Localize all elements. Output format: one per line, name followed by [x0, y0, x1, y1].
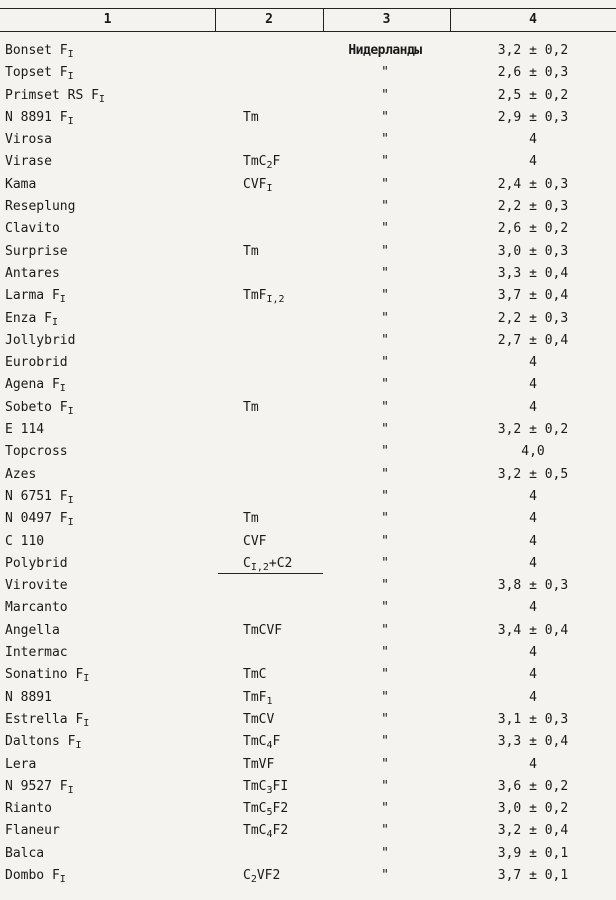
table-row	[0, 843, 616, 865]
cultivar-cell	[5, 553, 68, 575]
table-row	[0, 709, 616, 731]
table-row	[0, 263, 616, 285]
cultivar-name: N 8891	[5, 689, 52, 705]
table-row	[0, 464, 616, 486]
cultivar-name-subscript: I	[59, 383, 66, 395]
cultivar-name: Sobeto F	[5, 399, 68, 415]
cultivar-name: Agena F	[5, 377, 60, 393]
table-row	[0, 241, 616, 263]
cultivar-cell	[5, 174, 36, 196]
resistance-code: TmCVF	[243, 622, 283, 638]
cultivar-cell	[5, 129, 52, 151]
score-cell: 3,0 ± 0,3	[497, 243, 569, 259]
resistance-code: C	[243, 555, 251, 571]
resistance-code-subscript: 5	[266, 807, 273, 819]
table-row	[0, 642, 616, 664]
cultivar-name: N 9527 F	[5, 778, 68, 794]
resistance-cell	[243, 687, 273, 709]
cultivar-name-subscript: I	[67, 494, 74, 506]
table-row	[0, 820, 616, 842]
cultivar-name-subscript: I	[67, 517, 74, 529]
table-row	[0, 620, 616, 642]
cultivar-cell	[5, 664, 89, 686]
cultivar-cell	[5, 531, 44, 553]
cultivar-name: Enza F	[5, 310, 52, 326]
score-cell: 4	[529, 600, 537, 616]
score-cell: 4	[529, 399, 537, 415]
score-cell: 3,0 ± 0,2	[497, 801, 569, 817]
table-row	[0, 553, 616, 575]
resistance-code: Tm	[243, 243, 259, 259]
resistance-code-subscript: 2	[266, 160, 273, 172]
table-row	[0, 196, 616, 218]
cultivar-cell	[5, 575, 68, 597]
country-cell: "	[381, 801, 389, 817]
cultivar-name: N 0497 F	[5, 511, 68, 527]
table-row	[0, 419, 616, 441]
table-row	[0, 129, 616, 151]
score-cell: 4	[529, 533, 537, 549]
cultivar-name-subscript: I	[51, 316, 58, 328]
score-cell: 4	[529, 667, 537, 683]
score-cell: 3,1 ± 0,3	[497, 711, 569, 727]
cultivar-cell	[5, 776, 74, 798]
country-cell: "	[381, 533, 389, 549]
table-row	[0, 374, 616, 396]
cultivar-cell	[5, 263, 60, 285]
resistance-cell	[243, 620, 282, 642]
resistance-code-tail: +C2	[268, 555, 293, 571]
cultivar-name: Flaneur	[5, 823, 60, 839]
table-row	[0, 731, 616, 753]
cultivar-name: N 6751 F	[5, 488, 68, 504]
cultivar-cell	[5, 642, 68, 664]
score-cell: 4	[529, 645, 537, 661]
cultivar-name: N 8891 F	[5, 109, 68, 125]
cultivar-name: Jollybrid	[5, 332, 76, 348]
table-header	[0, 8, 616, 32]
country-cell: "	[381, 132, 389, 148]
cultivar-name: Polybrid	[5, 555, 68, 571]
resistance-code-subscript: 4	[266, 829, 273, 841]
table-row	[0, 285, 616, 307]
cultivar-name: Primset RS F	[5, 87, 99, 103]
country-cell: "	[381, 689, 389, 705]
cultivar-cell	[5, 62, 74, 84]
table-row	[0, 107, 616, 129]
resistance-cell	[243, 397, 259, 419]
country-cell: "	[381, 288, 389, 304]
resistance-code-subscript: 4	[266, 740, 273, 752]
country-cell: "	[381, 243, 389, 259]
resistance-cell	[243, 776, 288, 798]
country-cell: Нидерланды	[348, 43, 422, 58]
country-cell: "	[381, 823, 389, 839]
resistance-code: CVF	[243, 533, 267, 549]
country-cell: "	[381, 65, 389, 81]
resistance-cell	[243, 553, 292, 575]
cultivar-name: Surprise	[5, 243, 68, 259]
table-row	[0, 308, 616, 330]
cultivar-cell	[5, 218, 60, 240]
resistance-cell	[243, 174, 273, 196]
cultivar-cell	[5, 151, 52, 173]
country-cell: "	[381, 578, 389, 594]
resistance-cell	[243, 107, 259, 129]
country-cell: "	[381, 199, 389, 215]
country-cell: "	[381, 622, 389, 638]
score-cell: 4	[529, 756, 537, 772]
cultivar-cell	[5, 687, 52, 709]
country-cell: "	[381, 488, 389, 504]
score-cell: 3,2 ± 0,2	[497, 422, 569, 438]
score-cell: 4	[529, 154, 537, 170]
table-body	[0, 40, 616, 887]
cultivar-name: Eurobrid	[5, 355, 68, 371]
score-cell: 3,2 ± 0,5	[497, 466, 569, 482]
table-row	[0, 330, 616, 352]
score-cell: 3,2 ± 0,4	[497, 823, 569, 839]
cultivar-name: Bonset F	[5, 43, 68, 58]
cultivar-cell	[5, 620, 60, 642]
header-col-4: 4	[529, 12, 537, 27]
country-cell: "	[381, 265, 389, 281]
score-cell: 3,3 ± 0,4	[497, 734, 569, 750]
score-cell: 4	[529, 132, 537, 148]
score-cell: 3,7 ± 0,1	[497, 867, 569, 883]
country-cell: "	[381, 399, 389, 415]
resistance-cell	[243, 865, 280, 887]
country-cell: "	[381, 845, 389, 861]
resistance-code: Tm	[243, 511, 259, 527]
score-cell: 3,3 ± 0,4	[497, 265, 569, 281]
resistance-code: TmC	[243, 823, 267, 839]
country-cell: "	[381, 332, 389, 348]
country-cell: "	[381, 154, 389, 170]
cultivar-name: Larma F	[5, 288, 60, 304]
resistance-code-subscript: I,2	[266, 294, 285, 306]
resistance-cell	[243, 709, 274, 731]
resistance-code-tail: F	[272, 734, 281, 750]
country-cell: "	[381, 645, 389, 661]
cultivar-name: Daltons F	[5, 734, 76, 750]
cultivar-name: Marcanto	[5, 600, 68, 616]
score-cell: 4	[529, 355, 537, 371]
resistance-code: C	[243, 867, 251, 883]
resistance-code: CVF	[243, 176, 267, 192]
table-row	[0, 531, 616, 553]
score-cell: 4	[529, 555, 537, 571]
score-cell: 2,9 ± 0,3	[497, 109, 569, 125]
cultivar-cell	[5, 865, 66, 887]
resistance-code-subscript: 1	[266, 695, 273, 707]
country-cell: "	[381, 511, 389, 527]
resistance-cell	[243, 754, 274, 776]
cultivar-cell	[5, 196, 75, 218]
resistance-code-tail: VF2	[256, 867, 281, 883]
resistance-code: TmC	[243, 667, 267, 683]
cultivar-name: E 114	[5, 422, 45, 438]
cultivar-name: Virosa	[5, 132, 52, 148]
score-cell: 3,4 ± 0,4	[497, 622, 569, 638]
resistance-cell	[243, 731, 280, 753]
score-cell: 3,2 ± 0,2	[497, 43, 569, 58]
country-cell: "	[381, 711, 389, 727]
country-cell: "	[381, 667, 389, 683]
cultivar-cell	[5, 352, 68, 374]
country-cell: "	[381, 310, 389, 326]
score-cell: 2,2 ± 0,3	[497, 199, 569, 215]
cultivar-name: Sonatino F	[5, 667, 84, 683]
cultivar-name-subscript: I	[67, 115, 74, 127]
header-col-2: 2	[265, 12, 273, 27]
score-cell: 4	[529, 511, 537, 527]
table-row	[0, 397, 616, 419]
table-row	[0, 85, 616, 107]
resistance-code-subscript: I	[266, 182, 273, 194]
table-row	[0, 597, 616, 619]
cultivar-name: Virovite	[5, 578, 68, 594]
resistance-code-tail: F	[272, 154, 281, 170]
resistance-code: TmF	[243, 689, 267, 705]
cultivar-name-subscript: I	[59, 873, 66, 885]
country-cell: "	[381, 109, 389, 125]
cultivar-name-subscript: I	[75, 740, 82, 752]
cultivar-name-subscript: I	[67, 71, 74, 83]
resistance-code-subscript: I,2	[250, 561, 269, 573]
cultivar-cell	[5, 308, 58, 330]
country-cell: "	[381, 734, 389, 750]
cultivar-cell	[5, 374, 66, 396]
table-row	[0, 352, 616, 374]
resistance-code: TmC	[243, 154, 267, 170]
resistance-code-tail: F2	[272, 823, 289, 839]
cultivar-cell	[5, 754, 36, 776]
score-cell: 2,6 ± 0,2	[497, 221, 569, 237]
country-cell: "	[381, 778, 389, 794]
cultivar-name-subscript: I	[98, 93, 105, 105]
cultivar-name: Antares	[5, 265, 60, 281]
cultivar-name: Lera	[5, 756, 37, 772]
score-cell: 4	[529, 689, 537, 705]
resistance-cell	[243, 820, 288, 842]
table-row	[0, 687, 616, 709]
country-cell: "	[381, 466, 389, 482]
resistance-code-subscript: 2	[250, 873, 257, 885]
country-cell: "	[381, 176, 389, 192]
cultivar-name: Topset F	[5, 65, 68, 81]
score-cell: 2,5 ± 0,2	[497, 87, 569, 103]
score-cell: 3,7 ± 0,4	[497, 288, 569, 304]
score-cell: 2,6 ± 0,3	[497, 65, 569, 81]
resistance-code: TmC	[243, 734, 267, 750]
cultivar-cell	[5, 508, 74, 530]
table-row	[0, 508, 616, 530]
country-cell: "	[381, 377, 389, 393]
country-cell: "	[381, 867, 389, 883]
cultivar-cell	[5, 820, 60, 842]
cultivar-cell	[5, 40, 74, 62]
cultivar-name: Rianto	[5, 801, 52, 817]
country-cell: "	[381, 87, 389, 103]
score-cell: 3,6 ± 0,2	[497, 778, 569, 794]
resistance-cell	[243, 285, 285, 307]
table-row	[0, 40, 616, 62]
table-row	[0, 218, 616, 240]
country-cell: "	[381, 221, 389, 237]
table-row	[0, 441, 616, 463]
score-cell: 2,2 ± 0,3	[497, 310, 569, 326]
resistance-cell	[243, 798, 288, 820]
cultivar-cell	[5, 285, 66, 307]
cultivar-name-subscript: I	[67, 405, 74, 417]
cultivar-name: Balca	[5, 845, 45, 861]
cultivar-name: Reseplung	[5, 199, 76, 215]
resistance-cell	[243, 508, 259, 530]
score-cell: 2,7 ± 0,4	[497, 332, 569, 348]
cultivar-name: C 110	[5, 533, 45, 549]
resistance-cell	[243, 531, 266, 553]
cultivar-name: Intermac	[5, 645, 68, 661]
cultivar-name: Angella	[5, 622, 60, 638]
resistance-code: TmVF	[243, 756, 275, 772]
cultivar-cell	[5, 241, 68, 263]
cultivar-cell	[5, 419, 44, 441]
cultivar-cell	[5, 85, 105, 107]
cultivar-name-subscript: I	[83, 673, 90, 685]
resistance-code-subscript: 3	[266, 784, 273, 796]
cultivar-cell	[5, 486, 74, 508]
country-cell: "	[381, 756, 389, 772]
cultivar-name: Virase	[5, 154, 52, 170]
table-row	[0, 776, 616, 798]
cultivar-cell	[5, 464, 36, 486]
resistance-code-tail: F2	[272, 801, 289, 817]
resistance-code: Tm	[243, 399, 259, 415]
cultivar-cell	[5, 397, 74, 419]
score-cell: 4,0	[521, 444, 545, 460]
resistance-code: TmCV	[243, 711, 275, 727]
cultivar-name: Estrella F	[5, 711, 84, 727]
cultivar-cell	[5, 731, 81, 753]
cultivar-cell	[5, 107, 74, 129]
table-row	[0, 174, 616, 196]
resistance-code: Tm	[243, 109, 259, 125]
cultivar-cell	[5, 597, 68, 619]
score-cell: 2,4 ± 0,3	[497, 176, 569, 192]
cultivar-name-subscript: I	[67, 784, 74, 796]
resistance-cell	[243, 241, 259, 263]
cultivar-name-subscript: I	[83, 717, 90, 729]
country-cell: "	[381, 555, 389, 571]
cultivar-cell	[5, 709, 89, 731]
header-col-3: 3	[382, 12, 391, 27]
country-cell: "	[381, 355, 389, 371]
cultivar-name: Clavito	[5, 221, 60, 237]
cultivar-name: Topcross	[5, 444, 68, 460]
underline-divider	[218, 573, 323, 574]
header-col-1: 1	[103, 12, 112, 27]
cultivar-cell	[5, 843, 44, 865]
resistance-cell	[243, 664, 266, 686]
cultivar-cell	[5, 330, 75, 352]
resistance-code: TmC	[243, 801, 267, 817]
score-cell: 4	[529, 488, 537, 504]
table-row	[0, 575, 616, 597]
country-cell: "	[381, 444, 389, 460]
resistance-code: TmF	[243, 288, 267, 304]
resistance-code: TmC	[243, 778, 267, 794]
table-row	[0, 151, 616, 173]
table-row	[0, 62, 616, 84]
score-cell: 3,8 ± 0,3	[497, 578, 569, 594]
cultivar-name: Azes	[5, 466, 37, 482]
cultivar-name-subscript: I	[59, 294, 66, 306]
cultivar-name-subscript: I	[67, 49, 74, 60]
cultivar-cell	[5, 441, 68, 463]
resistance-cell	[243, 151, 280, 173]
cultivar-cell	[5, 798, 52, 820]
table-row	[0, 486, 616, 508]
table-row	[0, 798, 616, 820]
cultivar-name: Dombo F	[5, 867, 60, 883]
table-row	[0, 865, 616, 887]
cultivar-name: Kama	[5, 176, 37, 192]
country-cell: "	[381, 422, 389, 438]
country-cell: "	[381, 600, 389, 616]
score-cell: 4	[529, 377, 537, 393]
score-cell: 3,9 ± 0,1	[497, 845, 569, 861]
table-row	[0, 664, 616, 686]
resistance-code-tail: FI	[272, 778, 289, 794]
table-row	[0, 754, 616, 776]
